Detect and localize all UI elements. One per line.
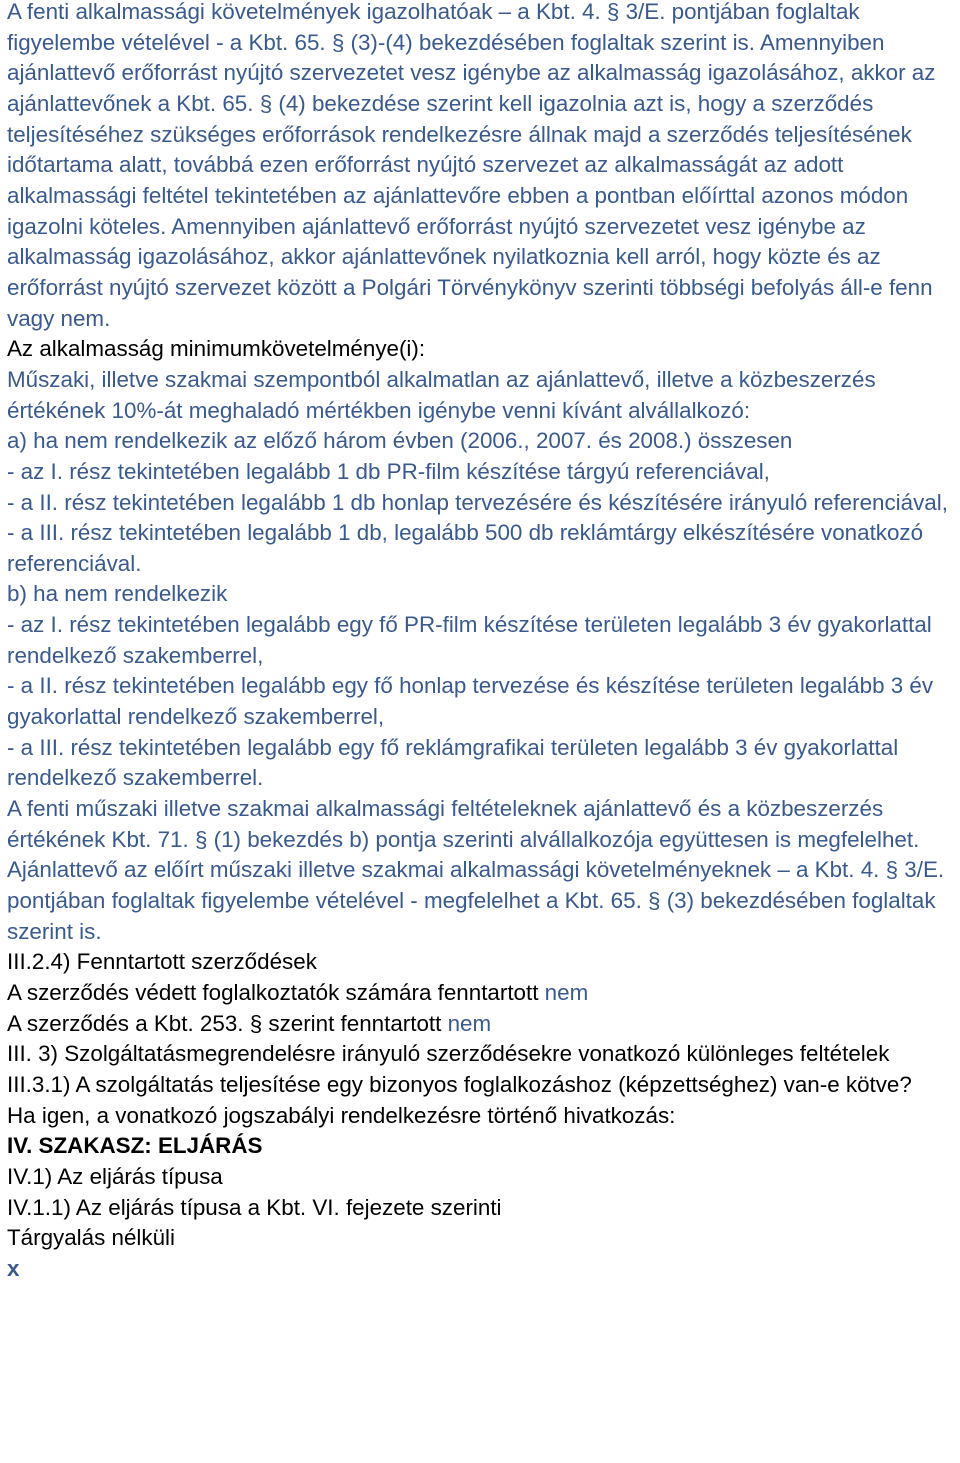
paragraph-condition-b-part-1: - az I. rész tekintetében legalább egy fő PR-film készítése területen legalább 3 év gyakorlattal rendelkező szakemberrel, [7, 612, 932, 668]
section-heading-reserved-contracts: III.2.4) Fenntartott szerződések [7, 949, 317, 975]
paragraph-condition-a-part-3: - a III. rész tekintetében legalább 1 db, legalább 500 db reklámtárgy elkészítésére vonatkozó referenciával. [7, 520, 924, 576]
paragraph-compliance-reference: Ajánlattevő az előírt műszaki illetve szakmai alkalmassági követelményeknek – a Kbt. 4. § 3/E. pontjában foglaltak figyelembe vételével - megfelelhet a Kbt. 65. § (3) bekezdésében foglaltak szerint is. [7, 857, 945, 944]
procedure-negotiation-without: Tárgyalás nélküli [7, 1225, 176, 1251]
paragraph-unsuitable-definition: Műszaki, illetve szakmai szempontból alkalmatlan az ajánlattevő, illetve a közbeszerzés értékének 10%-át meghaladó mértékben igénybe venni kívánt alvállalkozó: [7, 366, 876, 423]
reserved-kbt-253 [7, 1009, 960, 1040]
paragraph-joint-compliance: A fenti műszaki illetve szakmai alkalmassági feltételeknek ajánlattevő és a közbeszerzés értékének Kbt. 71. § (1) bekezdés b) pontja szerinti alvállalkozója együttesen is megfelelhet. [7, 796, 920, 852]
section-heading-service-conditions: III. 3) Szolgáltatásmegrendelésre irányuló szerződésekre vonatkozó különleges feltételek [7, 1041, 890, 1067]
subheading-procedure-type-kbt: IV.1.1) Az eljárás típusa a Kbt. VI. fejezete szerinti [7, 1194, 502, 1220]
reserved-kbt-253-label: A szerződés a Kbt. 253. § szerint fenntartott [7, 1010, 448, 1036]
selection-mark: x [7, 1255, 20, 1281]
paragraph-condition-a: a) ha nem rendelkezik az előző három évben (2006., 2007. és 2008.) összesen [7, 428, 793, 454]
paragraph-condition-b: b) ha nem rendelkezik [7, 581, 228, 607]
question-legal-reference: Ha igen, a vonatkozó jogszabályi rendelkezésre történő hivatkozás: [7, 1102, 676, 1128]
paragraph-condition-a-part-1: - az I. rész tekintetében legalább 1 db PR-film készítése tárgyú referenciával, [7, 458, 770, 484]
paragraph-condition-a-part-2: - a II. rész tekintetében legalább 1 db honlap tervezésére és készítésére irányuló referenciával, [7, 489, 948, 515]
reserved-kbt-253-value: nem [447, 1010, 492, 1036]
question-profession-bound: III.3.1) A szolgáltatás teljesítése egy bizonyos foglalkozáshoz (képzettséghez) van-e kötve? [7, 1071, 912, 1097]
paragraph-suitability-verification: A fenti alkalmassági követelmények igazolhatóak – a Kbt. 4. § 3/E. pontjában foglaltak figyelembe vételével - a Kbt. 65. § (3)-(4) bekezdésében foglaltak szerint is. Amennyiben ajánlattevő erőforrást nyújtó szervezetet vesz igénybe az alkalmasság igazolásához, akkor az ajánlattevőnek a Kbt. 65. § (4) bekezdése szerint kell igazolnia azt is, hogy a szerződés teljesítéséhez szükséges erőforrások rendelkezésre állnak majd a szerződés teljesítésének időtartama alatt, továbbá ezen erőforrást nyújtó szervezet az alkalmasságát az adott alkalmassági feltétel tekintetében az ajánlattevőre ebben a pontban előírttal azonos módon igazolni köteles. Amennyiben ajánlattevő erőforrást nyújtó szervezetet vesz igénybe az alkalmasság igazolásához, akkor ajánlattevőnek nyilatkoznia kell arról, hogy közte és az erőforrást nyújtó szervezet között a Polgári Törvénykönyv szerinti többségi befolyás áll-e fenn vagy nem. [7, 0, 936, 331]
paragraph-condition-b-part-3: - a III. rész tekintetében legalább egy fő reklámgrafikai területen legalább 3 év gyakorlattal rendelkező szakemberrel. [7, 734, 899, 791]
paragraph-condition-b-part-2: - a II. rész tekintetében legalább egy fő honlap tervezése és készítése területen legalább 3 év gyakorlattal rendelkező szakemberrel, [7, 673, 934, 730]
reserved-protected-employers-value: nem [544, 980, 589, 1005]
paragraph-minimum-requirements-heading: Az alkalmasság minimumkövetelménye(i): [7, 336, 426, 362]
section-heading-procedure: IV. SZAKASZ: ELJÁRÁS [7, 1133, 263, 1159]
reserved-protected-employers [7, 978, 960, 1009]
subheading-procedure-type: IV.1) Az eljárás típusa [7, 1163, 223, 1189]
reserved-protected-employers-label: A szerződés védett foglalkoztatók számára fenntartott [7, 980, 545, 1005]
